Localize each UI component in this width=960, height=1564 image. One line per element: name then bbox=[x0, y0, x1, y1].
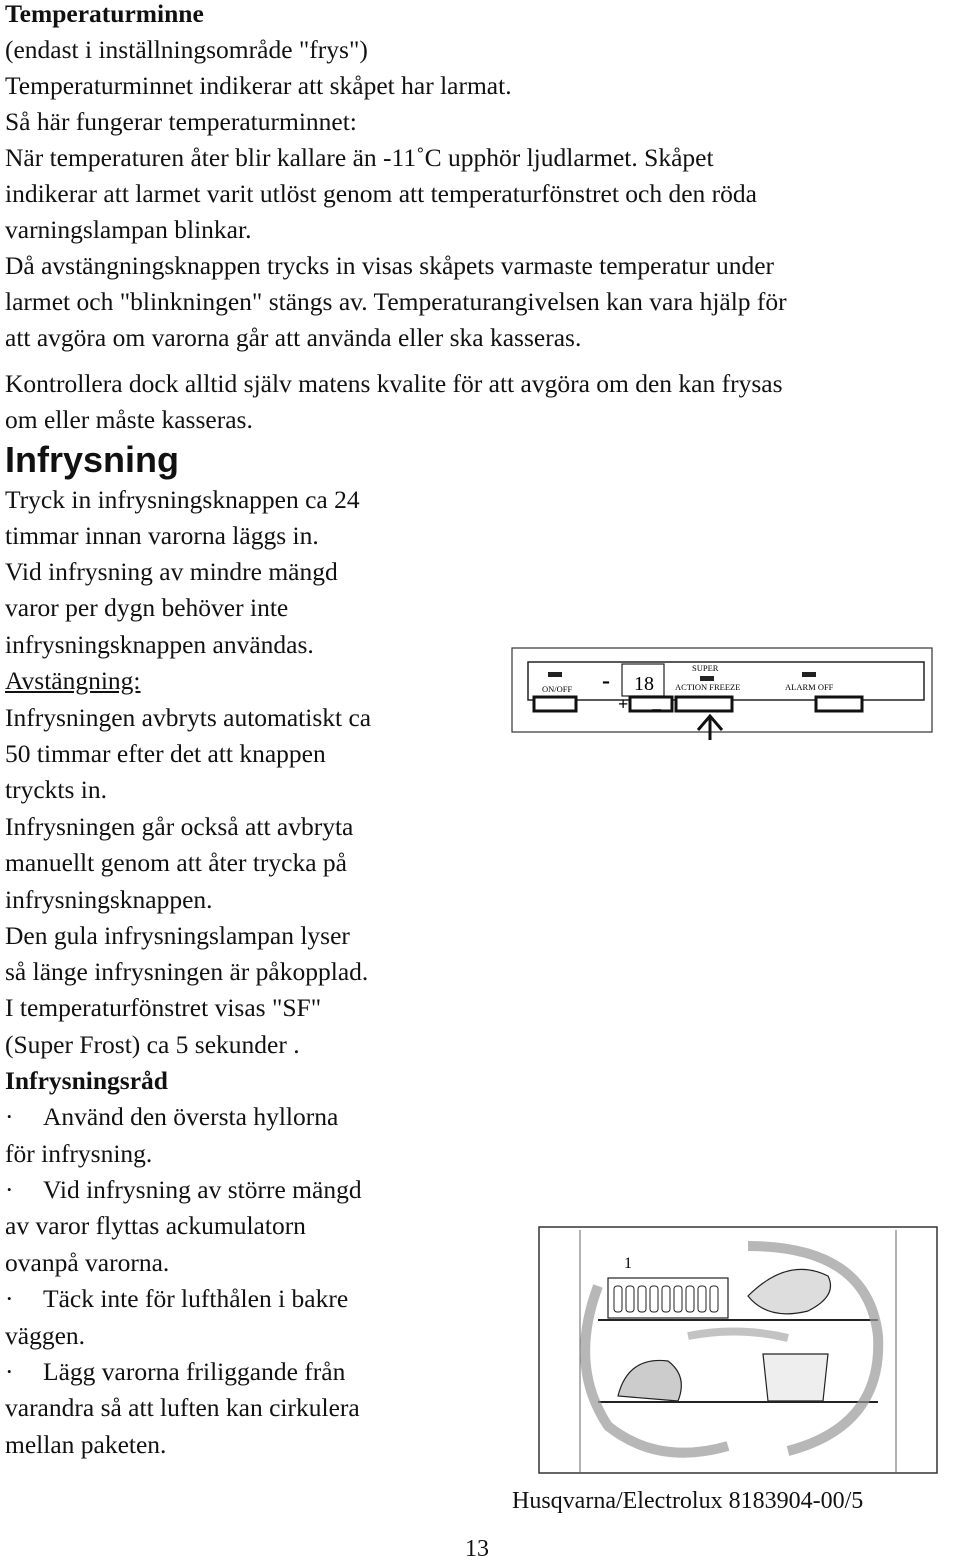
text-line: (endast i inställningsområde "frys") bbox=[5, 35, 368, 64]
text-line: Den gula infrysningslampan lyser bbox=[5, 921, 350, 950]
text-line: När temperaturen åter blir kallare än -11˚C upphör ljudlarmet. Skåpet bbox=[5, 143, 714, 172]
heading-infrysningsrad: Infrysningsråd bbox=[5, 1066, 168, 1095]
text-line: för infrysning. bbox=[5, 1139, 153, 1168]
text-line: timmar innan varorna läggs in. bbox=[5, 521, 319, 550]
heading-infrysning: Infrysning bbox=[5, 439, 180, 480]
footer-model: Husqvarna/Electrolux 8183904-00/5 bbox=[512, 1488, 864, 1514]
bullet-mark: · bbox=[5, 1102, 14, 1131]
alarm-off-button[interactable] bbox=[816, 697, 862, 711]
text-line: att avgöra om varorna går att använda eller ska kasseras. bbox=[5, 323, 582, 352]
alarm-lamp-icon bbox=[802, 672, 816, 677]
minus2-label: _ bbox=[652, 692, 661, 712]
subheading-avstangning: Avstängning: bbox=[5, 666, 141, 695]
alarm-off-label: ALARM OFF bbox=[785, 682, 834, 692]
bullet-mark: · bbox=[5, 1175, 14, 1204]
on-off-button[interactable] bbox=[534, 697, 576, 711]
action-freeze-label: ACTION FREEZE bbox=[675, 682, 741, 692]
plus-button[interactable] bbox=[630, 697, 672, 711]
text-line: Tryck in infrysningsknappen ca 24 bbox=[5, 485, 360, 514]
bullet-mark: · bbox=[5, 1357, 14, 1386]
text-line: Infrysningen går också att avbryta bbox=[5, 812, 354, 841]
text-line: Så här fungerar temperaturminnet: bbox=[5, 107, 357, 136]
text-line: Då avstängningsknappen trycks in visas skåpets varmaste temperatur under bbox=[5, 251, 775, 280]
text-line: I temperaturfönstret visas "SF" bbox=[5, 993, 322, 1022]
super-label: SUPER bbox=[692, 663, 719, 673]
text-line: varningslampan blinkar. bbox=[5, 215, 252, 244]
display-value: 18 bbox=[634, 673, 654, 695]
text-line: väggen. bbox=[5, 1321, 86, 1350]
text-line: Temperaturminnet indikerar att skåpet har larmat. bbox=[5, 71, 512, 100]
bullet-text: Använd den översta hyllorna bbox=[43, 1102, 339, 1131]
bullet-item bbox=[5, 1281, 348, 1317]
figure-label: 1 bbox=[624, 1255, 632, 1272]
text-line: manuellt genom att åter trycka på bbox=[5, 848, 347, 877]
text-line: infrysningsknappen. bbox=[5, 885, 213, 914]
bullet-text: Lägg varorna friliggande från bbox=[43, 1357, 346, 1386]
on-off-label: ON/OFF bbox=[542, 684, 573, 694]
bullet-text: Vid infrysning av större mängd bbox=[43, 1175, 362, 1204]
text-line: 50 timmar efter det att knappen bbox=[5, 739, 326, 768]
text-line: om eller måste kasseras. bbox=[5, 405, 253, 434]
bullet-item bbox=[5, 1354, 345, 1390]
page-number: 13 bbox=[465, 1536, 489, 1562]
text-line: Vid infrysning av mindre mängd bbox=[5, 557, 338, 586]
text-line: infrysningsknappen användas. bbox=[5, 630, 314, 659]
freeze-lamp-icon bbox=[700, 676, 714, 681]
control-panel-figure bbox=[510, 644, 938, 744]
text-line: (Super Frost) ca 5 sekunder . bbox=[5, 1030, 300, 1059]
text-line: Infrysningen avbryts automatiskt ca bbox=[5, 703, 372, 732]
bullet-text: Täck inte för lufthålen i bakre bbox=[43, 1284, 349, 1313]
text-line: indikerar att larmet varit utlöst genom att temperaturfönstret och den röda bbox=[5, 179, 757, 208]
plus-label: + bbox=[618, 694, 629, 714]
text-line: Kontrollera dock alltid själv matens kvalite för att avgöra om den kan frysas bbox=[5, 369, 783, 398]
text-line: ovanpå varorna. bbox=[5, 1248, 170, 1277]
text-line: av varor flyttas ackumulatorn bbox=[5, 1211, 306, 1240]
bullet-mark: · bbox=[5, 1284, 14, 1313]
bullet-item bbox=[5, 1172, 362, 1208]
text-line: mellan paketen. bbox=[5, 1430, 167, 1459]
action-freeze-button[interactable] bbox=[676, 697, 732, 711]
on-off-lamp-icon bbox=[548, 672, 562, 677]
text-line: tryckts in. bbox=[5, 775, 107, 804]
minus-label: - bbox=[602, 668, 610, 694]
text-line: larmet och "blinkningen" stängs av. Temperaturangivelsen kan vara hjälp för bbox=[5, 287, 787, 316]
food-box-icon bbox=[763, 1354, 828, 1401]
text-line: så länge infrysningen är påkopplad. bbox=[5, 957, 369, 986]
text-line: varandra så att luften kan cirkulera bbox=[5, 1393, 360, 1422]
text-line: varor per dygn behöver inte bbox=[5, 593, 289, 622]
heading-temperaturminne: Temperaturminne bbox=[5, 0, 204, 28]
bullet-item bbox=[5, 1099, 338, 1135]
freezer-illustration bbox=[538, 1226, 938, 1476]
